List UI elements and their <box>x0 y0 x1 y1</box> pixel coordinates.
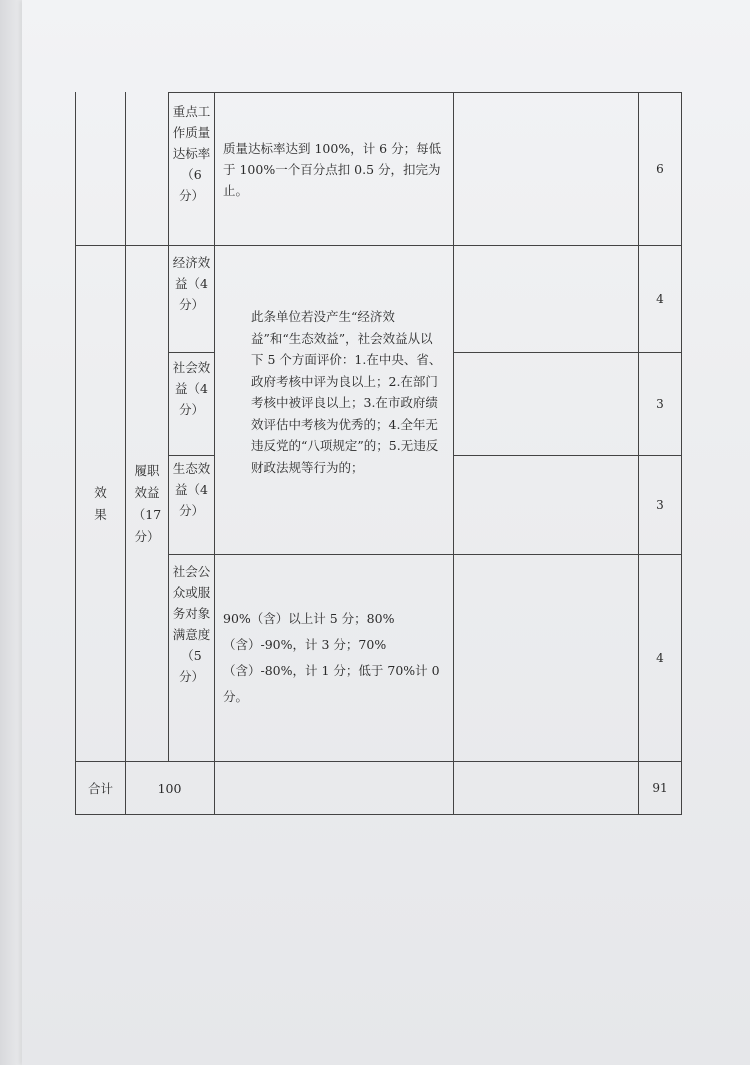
subcategory-cell-top <box>125 92 169 246</box>
indicator-quality <box>168 92 215 246</box>
total-criteria-cell <box>214 761 454 815</box>
indicator-quality-label: 重点工作质量达标率（6分） <box>172 104 211 203</box>
category-label: 效果 <box>94 484 107 522</box>
category-cell <box>75 245 126 762</box>
total-remarks-cell <box>453 761 639 815</box>
score-satisfaction-value: 4 <box>656 650 664 665</box>
remarks-social <box>453 352 639 456</box>
score-satisfaction <box>638 554 682 762</box>
score-economic <box>638 245 682 353</box>
criteria-satisfaction-text: 90%（含）以上计 5 分；80%（含）-90%，计 3 分；70%（含）-80%，计 1 分；低于 70%计 0 分。 <box>223 611 440 704</box>
remarks-ecological <box>453 455 639 555</box>
criteria-benefits-text: 此条单位若没产生“经济效益”和“生态效益”，社会效益从以下 5 个方面评价：1.在中央、省、政府考核中评为良以上；2.在部门考核中被评良以上；3.在市政府绩效评估中考核为优秀的；4.全年无违反党的“八项规定”的；5.无违反财政法规等行为的； <box>251 309 442 475</box>
score-social-value: 3 <box>656 396 664 411</box>
total-full-score-cell <box>125 761 215 815</box>
score-ecological-value: 3 <box>656 497 664 512</box>
criteria-benefits <box>214 245 454 555</box>
criteria-quality-text: 质量达标率达到 100%，计 6 分；每低于 100%一个百分点扣 0.5 分，扣完为止。 <box>223 140 442 198</box>
subcategory-cell <box>125 245 169 762</box>
indicator-satisfaction <box>168 554 215 762</box>
score-social <box>638 352 682 456</box>
remarks-quality <box>453 92 639 246</box>
indicator-ecological-label: 生态效益（4分） <box>172 461 211 518</box>
remarks-satisfaction <box>453 554 639 762</box>
remarks-economic <box>453 245 639 353</box>
total-score: 91 <box>652 780 668 795</box>
score-quality <box>638 92 682 246</box>
indicator-social <box>168 352 215 456</box>
criteria-satisfaction <box>214 554 454 762</box>
score-quality-value: 6 <box>656 161 664 176</box>
indicator-satisfaction-label: 社会公众或服务对象满意度（5分） <box>172 564 211 684</box>
category-cell-top <box>75 92 126 246</box>
total-label-cell <box>75 761 126 815</box>
total-score-cell <box>638 761 682 815</box>
total-label: 合计 <box>87 780 113 796</box>
indicator-economic <box>168 245 215 353</box>
indicator-economic-label: 经济效益（4分） <box>172 255 211 312</box>
score-ecological <box>638 455 682 555</box>
indicator-social-label: 社会效益（4分） <box>172 360 211 417</box>
page-edge <box>0 0 22 1065</box>
subcategory-label: 履职效益（17分） <box>132 462 162 544</box>
indicator-ecological <box>168 455 215 555</box>
total-full-score: 100 <box>157 780 182 796</box>
criteria-quality <box>214 92 454 246</box>
score-economic-value: 4 <box>656 291 664 306</box>
